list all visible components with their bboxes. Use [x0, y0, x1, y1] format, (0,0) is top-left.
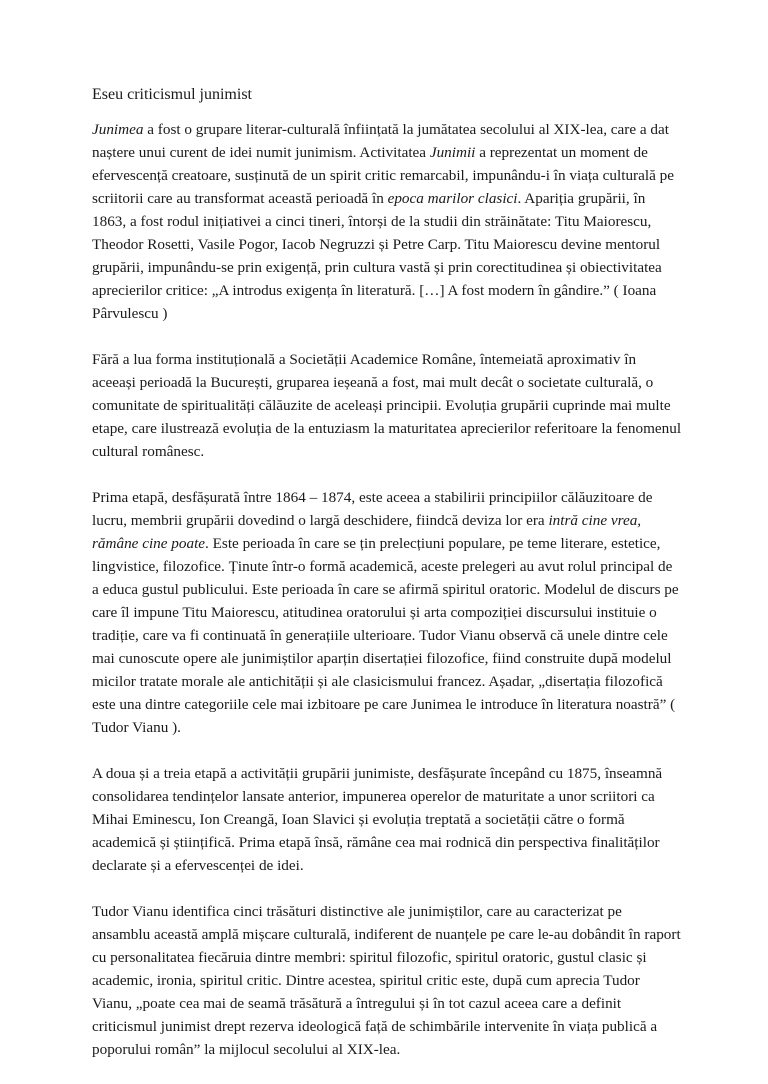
paragraph-text: Prima etapă, desfășurată între 1864 – 1874, este aceea a stabilirii principiilor călăuzitoare de lucru, membrii grupării dovedind o largă deschidere, fiindcă deviza lor era [92, 489, 653, 529]
paragraph [92, 486, 682, 739]
paragraph [92, 762, 682, 877]
paragraph [92, 348, 682, 463]
paragraph-text: Fără a lua forma instituțională a Societății Academice Române, întemeiată aproximativ în aceeași perioadă la București, gruparea ieșeană a fost, mai mult decât o societate culturală, o comunitate de spiritualități călăuzite de aceleași principii. Evoluția grupării cuprinde mai multe etape, care ilustrează evoluția de la entuziasm la maturitatea aprecierilor referitoare la fenomenul cultural românesc. [92, 351, 682, 460]
italic-text: intră cine vrea, rămâne cine poate [92, 512, 642, 552]
italic-text: epoca marilor clasici [387, 190, 518, 207]
paragraph-text: Tudor Vianu identifica cinci trăsături distinctive ale junimiștilor, care au caracterizat pe ansamblu această amplă mișcare culturală, indiferent de nuanțele pe care le-au dobândit în raport cu personalitatea fiecăruia dintre membri: spiritul filozofic, spiritul oratoric, gustul clasic și academic, ironia, spiritul critic. Dintre acestea, spiritul critic este, după cum aprecia Tudor Vianu, „poate cea mai de seamă trăsătură a întregului și în tot cazul aceea care a definit criticismul junimist drept rezerva ideologică față de schimbările intervenite în viața publică a poporului român” la mijlocul secolului al XIX-lea. [92, 903, 681, 1058]
paragraph-text: . Este perioada în care se țin prelecțiuni populare, pe teme literare, estetice, lingvistice, filozofice. Ținute într-o formă academică, aceste prelegeri au avut rolul principal de a educa gustul publicului. Este perioada în care se afirmă spiritul oratoric. Modelul de discurs pe care îl impune Titu Maiorescu, atitudinea oratorului și arta compoziției discursului instituie o tradiție, care va fi continuată în generațiile ulterioare. Tudor Vianu observă că unele dintre cele mai cunoscute opere ale junimiștilor aparțin disertației filozofice, fiind construite după modelul micilor tratate morale ale antichității și ale clasicismului francez. Așadar, „disertația filozofică este una dintre categoriile cele mai izbitoare pe care Junimea le introduce în literatura noastră” ( Tudor Vianu ). [92, 535, 679, 736]
document-body [92, 118, 682, 1084]
paragraph-text: A doua și a treia etapă a activității grupării junimiste, desfășurate începând cu 1875, înseamnă consolidarea tendințelor lansate anterior, impunerea operelor de maturitate a unor scriitori ca Mihai Eminescu, Ion Creangă, Ioan Slavici și evoluția treptată a societății către o formă academică și științifică. Prima etapă însă, rămâne cea mai rodnică din perspectiva finalităților declarate și a efervescenței de idei. [92, 765, 663, 874]
paragraph-text: a fost o grupare literar-culturală înființată la jumătatea secolului al XIX-lea, care a dat naștere unui curent de idei numit junimism. Activitatea [92, 121, 669, 161]
italic-text: Junimea [92, 121, 144, 138]
paragraph [92, 900, 682, 1061]
italic-text: Junimii [429, 144, 476, 161]
paragraph [92, 118, 682, 325]
paragraph-text: a reprezentat un moment de efervescență creatoare, susținută de un spirit critic remarcabil, impunându-i în viața culturală pe scriitorii care au transformat această perioadă în [92, 144, 674, 207]
document-title: Eseu criticismul junimist [92, 86, 252, 103]
paragraph-text: . Apariția grupării, în 1863, a fost rodul inițiativei a cinci tineri, întorși de la studii din străinătate: Titu Maiorescu, Theodor Rosetti, Vasile Pogor, Iacob Negruzzi și Petre Carp. Titu Maiorescu devine mentorul grupării, impunându-se prin exigență, prin cultura vastă și prin corectitudinea și obiectivitatea aprecierilor critice: „A introdus exigența în literatură. […] A fost modern în gândire.” ( Ioana Pârvulescu ) [92, 190, 662, 322]
